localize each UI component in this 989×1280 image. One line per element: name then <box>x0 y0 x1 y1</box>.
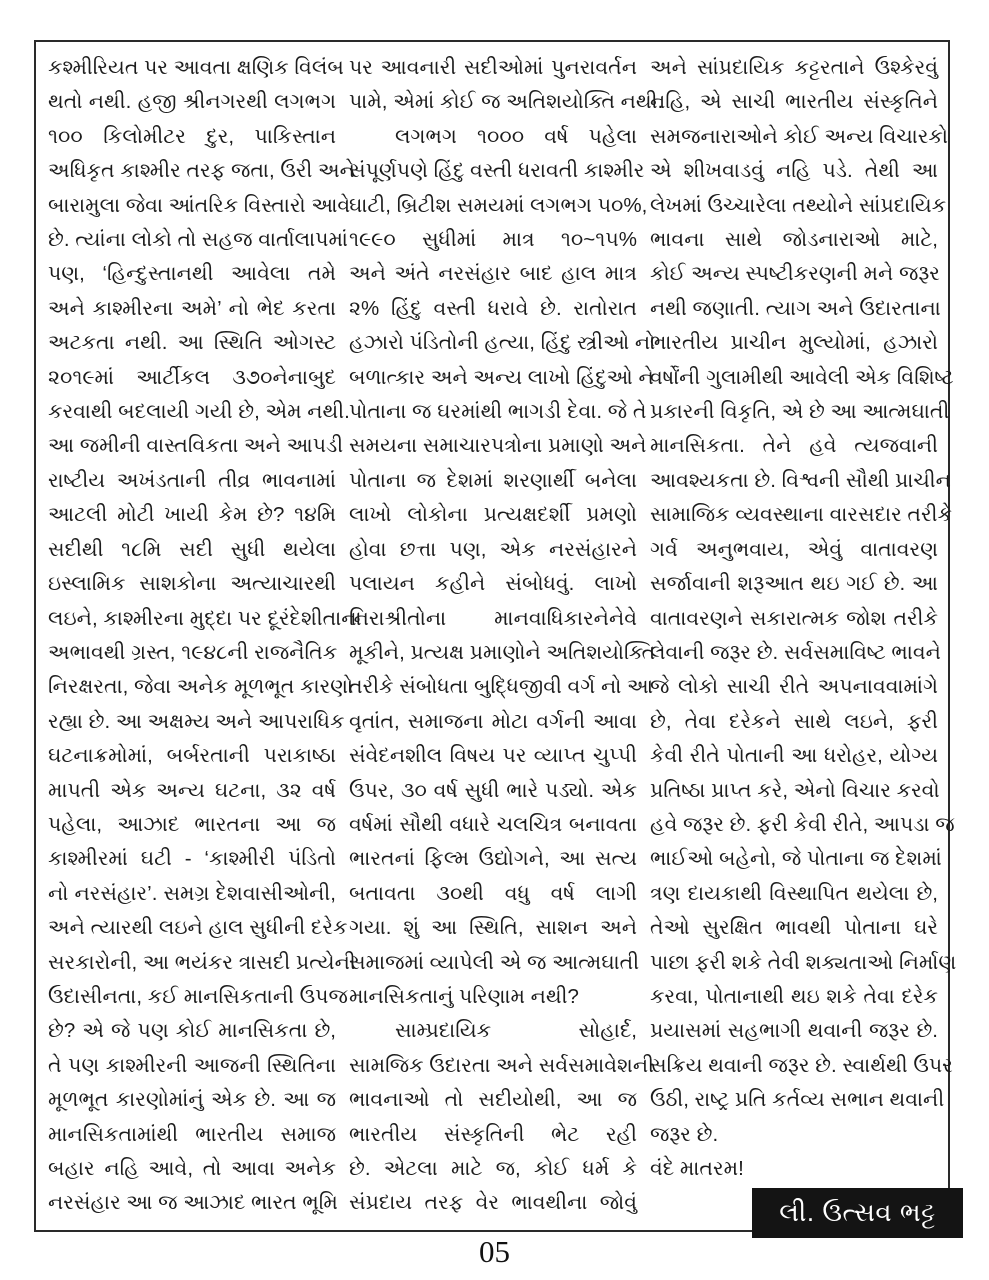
text-line: સરકારોની, આ ભયંકર ત્રાસદી પ્રત્યેની <box>48 950 356 974</box>
text-line: પામે, એમાં કોઈ જ અતિશયોક્તિ નથી. <box>349 90 664 114</box>
text-line: વંદે માતરમ! <box>650 1157 744 1180</box>
text-line: ભારતીય પ્રાચીન મુલ્યોમાં, હઝારો <box>650 331 938 355</box>
text-line: ૧૦૦ કિલોમીટર દુર, પાકિસ્તાન <box>48 124 336 148</box>
text-line: આટલી મોટી ખાયી કેમ છે? ૧૪મિ <box>48 503 336 527</box>
text-line: રહ્યા છે. આ અક્ષમ્ય અને આપરાધિક <box>48 709 345 733</box>
text-line: માનસિકતાનું પરિણામ નથી? <box>349 984 579 1008</box>
text-line: અને અંતે નરસંહાર બાદ હાલ માત્ર <box>349 262 637 286</box>
text-line: ભારતીય સંસ્કૃતિની ભેટ રહી <box>349 1122 637 1146</box>
text-line: ત્રણ દાયકાથી વિસ્થાપિત થયેલા છે, <box>650 881 938 905</box>
text-line: બારામુલા જેવા આંતરિક વિસ્તારો આવે <box>48 193 351 217</box>
text-line: લઇને, કાશ્મીરના મુદ્દા પર દૂરંદેશીતાના <box>48 606 362 630</box>
text-line: કરવા, પોતાનાથી થઇ શકે તેવા દરેક <box>650 984 938 1008</box>
text-line: સંપૂર્ણપણે હિંદુ વસ્તી ધરાવતી કાશ્મીર <box>349 159 645 183</box>
text-line: સદીથી ૧૮મિ સદી સુધી થયેલા <box>48 537 336 561</box>
text-line: નિરાશ્રીતોના માનવાધિકારનેનેવે <box>349 606 637 630</box>
text-line: ઘાટી, બ્રિટીશ સમયમાં લગભગ ૫૦%, <box>349 193 648 217</box>
text-line: સંપ્રદાય તરફ વેર ભાવથીના જોવું <box>349 1191 637 1215</box>
text-line: છે? એ જે પણ કોઈ માનસિકતા છે, <box>48 1019 336 1043</box>
text-line: પ્રકારની વિકૃતિ, એ છે આ આત્મઘાતી <box>650 400 950 424</box>
text-line: જે લોકો સાચી રીતે અપનાવવામાંગે <box>650 675 938 699</box>
text-line: પલાયન કહીને સંબોધવું. લાખો <box>349 572 637 596</box>
author-signature-label: લી. ઉત્સવ ભટ્ટ <box>779 1197 936 1227</box>
text-line: રાષ્ટીય અખંડતાની તીવ્ર ભાવનામાં <box>48 468 336 492</box>
text-line: સમાજમાં વ્યાપેલી એ જ આત્મઘાતી <box>349 950 640 974</box>
text-line: અટકતા નથી. આ સ્થિતિ ઓગસ્ટ <box>48 331 336 355</box>
text-column-1 <box>48 51 362 1230</box>
text-line: તરીકે સંબોધતા બુદ્ધિજીવી વર્ગ નો આ <box>349 675 654 699</box>
text-line: અને ત્યારથી લઇને હાલ સુધીની દરેક <box>48 916 348 940</box>
text-line: નરસંહાર આ જ આઝાદ ભારત ભૂમિ <box>48 1191 338 1215</box>
text-line: કાશ્મીરમાં ઘટી - ‘કાશ્મીરી પંડિતો <box>48 847 336 871</box>
text-line: માનસિકતામાંથી ભારતીય સમાજ <box>48 1122 336 1146</box>
text-line: આ જમીની વાસ્તવિકતા અને આપડી <box>48 434 344 458</box>
text-line: લેખમાં ઉચ્ચારેલા તથ્યોને સાંપ્રદાયિક <box>650 193 947 217</box>
text-line: સામાજિક વ્યવસ્થાના વારસદાર તરીકે <box>650 503 952 527</box>
text-line: ઘટનાક્રમોમાં, બર્બરતાની પરાકાષ્ઠા <box>48 744 336 768</box>
text-line: કશ્મીરિયત પર આવતા ક્ષણિક વિલંબ <box>48 56 344 79</box>
text-line: ઇસ્લામિક સાશકોના અત્યાચારથી <box>48 572 336 596</box>
text-line: બળાત્કાર અને અન્ય લાખો હિંદુઓ ને <box>349 365 654 389</box>
text-line: નો નરસંહાર’. સમગ્ર દેશવાસીઓની, <box>48 881 336 905</box>
text-line: છે, તેવા દરેકને સાથે લઇને, ફરી <box>650 709 938 733</box>
text-line: નહિ, એ સાચી ભારતીય સંસ્કૃતિને <box>650 90 938 114</box>
text-line: વૃતાંત, સમાજના મોટા વર્ગની આવા <box>349 709 637 733</box>
text-column-3 <box>650 51 957 1230</box>
text-line: સમજનારાઓને કોઈ અન્ય વિચારકો <box>650 124 948 148</box>
text-line: ભાઈઓ બહેનો, જે પોતાના જ દેશમાં <box>650 847 942 871</box>
text-line: અને સાંપ્રદાયિક કટ્ટરતાને ઉશ્કેરવું <box>650 56 938 79</box>
text-line: ઉઠી, રાષ્ટ્ર પ્રતિ કર્તવ્ય સભાન થવાની <box>650 1088 945 1112</box>
text-line: લેવાની જરૂર છે. સર્વસમાવિષ્ટ ભાવને <box>650 640 941 664</box>
text-line: સામજિક ઉદારતા અને સર્વસમાવેશની <box>349 1053 654 1077</box>
text-line: સંવેદનશીલ વિષય પર વ્યાપ્ત ચુપ્પી <box>349 744 637 768</box>
text-line: સામ્પ્રદાયિક સોહાર્દ, <box>395 1019 637 1043</box>
text-line: એ શીખવાડવું નહિ પડે. તેથી આ <box>650 159 938 183</box>
text-line: પ્રતિષ્ઠા પ્રાપ્ત કરે, એનો વિચાર કરવો <box>650 778 940 802</box>
text-line: જરૂર છે. <box>650 1122 719 1146</box>
text-line: સમયના સમાચારપત્રોના પ્રમાણો અને <box>349 434 647 458</box>
text-line: નિરક્ષરતા, જેવા અનેક મૂળભૂત કારણો <box>48 675 354 699</box>
text-line: બહાર નહિ આવે, તો આવા અનેક <box>48 1157 336 1180</box>
text-line: લગભગ ૧૦૦૦ વર્ષ પહેલા <box>395 124 637 148</box>
text-line: પોતાના જ ઘરમાંથી ભાગડી દેવા. જે તે <box>349 400 647 424</box>
text-line: પાછા ફરી શકે તેવી શક્યતાઓ નિર્માણ <box>650 950 957 974</box>
text-line: અભાવથી ગ્રસ્ત, ૧૯૪૮ની રાજનૈતિક <box>48 640 338 664</box>
text-line: નથી જણાતી. ત્યાગ અને ઉદારતાના <box>650 296 941 320</box>
text-line: છે. ત્યાંના લોકો તો સહજ વાર્તાલાપમાં <box>48 228 348 252</box>
text-line: પ્રયાસમાં સહભાગી થવાની જરૂર છે. <box>650 1019 938 1043</box>
text-line: થતો નથી. હજી શ્રીનગરથી લગભગ <box>48 90 336 114</box>
text-line: તે પણ કાશ્મીરની આજની સ્થિતિના <box>48 1053 336 1077</box>
text-line: પહેલા, આઝાદ ભારતના આ જ <box>48 812 336 836</box>
author-signature-box <box>752 1188 963 1238</box>
text-line: સર્જાવાની શરૂઆત થઇ ગઈ છે. આ <box>650 572 938 596</box>
text-line: હોવા છત્તા પણ, એક નરસંહારને <box>349 537 637 561</box>
text-line: ભાવના સાથે જોડનારાઓ માટે, <box>650 228 938 252</box>
text-line: કરવાથી બદલાયી ગયી છે, એમ નથી. <box>48 400 350 424</box>
text-column-2 <box>349 51 664 1230</box>
text-line: કોઈ અન્ય સ્પષ્ટીકરણની મને જરૂર <box>650 262 940 286</box>
text-line: ગર્વ અનુભવાય, એવું વાતાવરણ <box>650 537 938 561</box>
text-line: તેઓ સુરક્ષિત ભાવથી પોતાના ઘરે <box>650 916 938 940</box>
text-line: અધિકૃત કાશ્મીર તરફ જતા, ઉરી અને <box>48 159 355 183</box>
text-line: ભારતનાં ફિલ્મ ઉદ્યોગને, આ સત્ય <box>349 847 637 871</box>
text-line: ૨% હિંદુ વસ્તી ધરાવે છે. રાતોરાત <box>349 296 637 320</box>
text-line: મૂકીને, પ્રત્યક્ષ પ્રમાણોને અતિશયોક્તિ <box>349 640 656 664</box>
page-number: 05 <box>479 1234 510 1269</box>
text-line: અને કાશ્મીરના અમે’ નો ભેદ કરતા <box>48 296 336 320</box>
text-line: મૂળભૂત કારણોમાંનું એક છે. આ જ <box>48 1088 336 1112</box>
text-line: હવે જરૂર છે. ફરી કેવી રીતે, આપડા જ <box>650 812 955 836</box>
text-line: ૨૦૧૯માં આર્ટીકલ ૩૭૦નેનાબુદ <box>48 365 336 389</box>
text-line: ગયા. શું આ સ્થિતિ, સાશન અને <box>349 916 637 940</box>
text-line: વર્ષમાં સૌથી વધારે ચલચિત્ર બનાવતા <box>349 812 637 836</box>
text-line: માનસિકતા. તેને હવે ત્યજવાની <box>650 434 938 458</box>
text-line: પર આવનારી સદીઓમાં પુનરાવર્તન <box>349 56 637 79</box>
text-line: વાતાવરણને સકારાત્મક જોશ તરીકે <box>650 606 938 630</box>
text-line: પોતાના જ દેશમાં શરણાર્થી બનેલા <box>349 468 637 492</box>
text-line: ઉદાસીનતા, કઈ માનસિકતાની ઉપજ <box>48 984 348 1008</box>
article-text-frame <box>34 40 957 1232</box>
text-line: હઝારો પંડિતોની હત્યા, હિંદુ સ્ત્રીઓ નો <box>349 331 656 355</box>
text-line: ભાવનાઓ તો સદીયોથી, આ જ <box>349 1088 637 1112</box>
text-line: સક્રિય થવાની જરૂર છે. સ્વાર્થથી ઉપર <box>650 1053 953 1077</box>
text-line: પણ, ‘હિન્દુસ્તાનથી આવેલા તમે <box>48 262 336 286</box>
text-line: બતાવતા ૩૦થી વધુ વર્ષ લાગી <box>349 881 637 905</box>
text-line: માપતી એક અન્ય ઘટના, ૩૨ વર્ષ <box>48 778 336 802</box>
text-line: વર્ષોંની ગુલામીથી આવેલી એક વિશિષ્ટ <box>650 365 954 389</box>
text-line: લાખો લોકોના પ્રત્યક્ષદર્શી પ્રમણો <box>349 503 637 527</box>
text-line: ૧૯૯૦ સુધીમાં માત્ર ૧૦~૧૫% <box>349 228 637 252</box>
text-line: કેવી રીતે પોતાની આ ધરોહર, યોગ્ય <box>650 744 938 768</box>
text-line: આવશ્યકતા છે. વિશ્વની સૌથી પ્રાચીન <box>650 468 951 492</box>
text-line: છે. એટલા માટે જ, કોઈ ધર્મ કે <box>349 1157 637 1180</box>
text-line: ઉપર, ૩૦ વર્ષ સુધી ભારે પડ્યો. એક <box>349 778 637 802</box>
